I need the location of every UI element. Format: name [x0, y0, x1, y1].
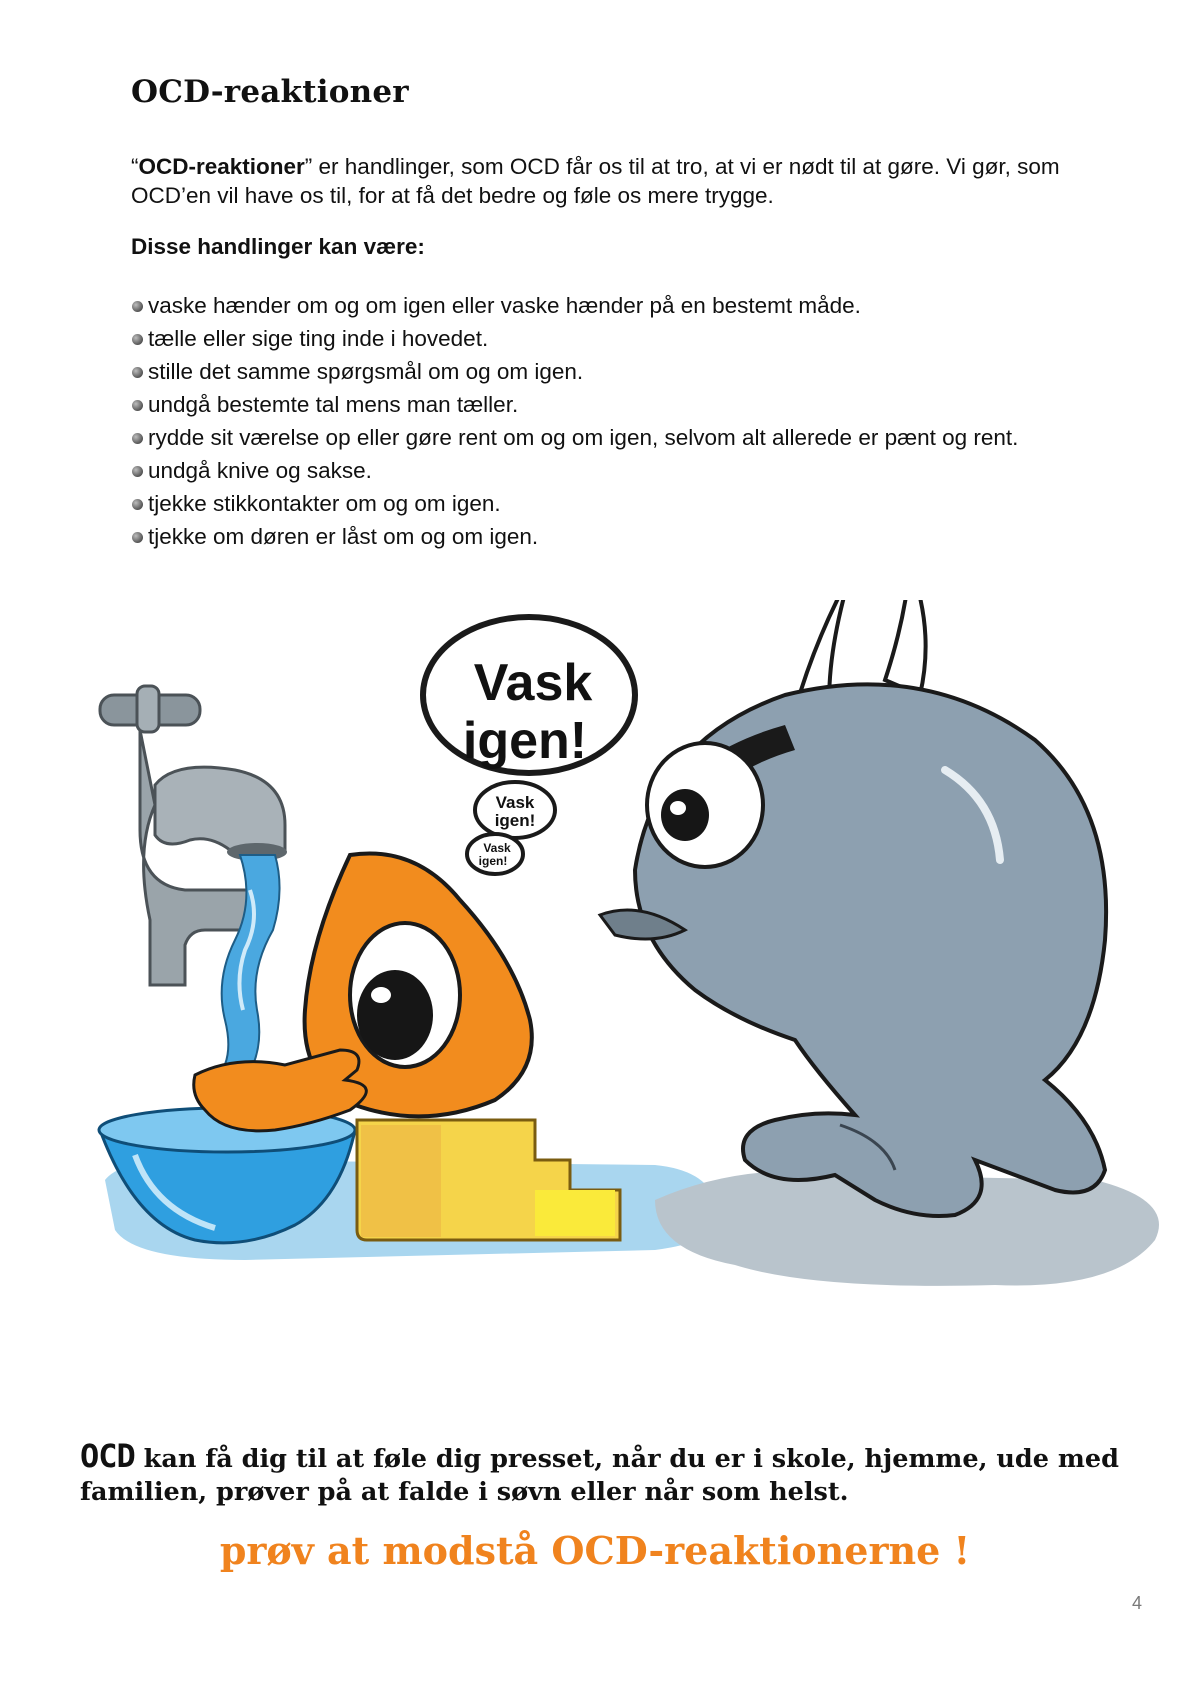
gray-monster [600, 600, 1106, 1216]
bottom-paragraph [80, 1437, 1140, 1509]
list-item-text: vaske hænder om og om igen eller vaske hænder på en bestemt måde. [148, 293, 861, 318]
speech-bubble-small-line1: Vask [483, 841, 511, 855]
speech-bubble-large-line1: Vask [473, 654, 593, 712]
list-item-text: undgå knive og sakse. [148, 458, 372, 483]
list-item [131, 520, 1071, 553]
intro-paragraph [131, 152, 1071, 210]
list-item [131, 289, 1071, 322]
list-heading: Disse handlinger kan være: [131, 234, 425, 259]
speech-bubble-small [467, 834, 523, 874]
bullet-icon [132, 532, 143, 543]
speech-bubble-medium-line1: Vask [495, 793, 535, 812]
intro-term: OCD-reaktioner [138, 154, 305, 179]
list-item [131, 487, 1071, 520]
list-item [131, 388, 1071, 421]
intro-quote-open: “ [131, 154, 139, 179]
intro-rest: ” er handlinger, som OCD får os til at tro, at vi er nødt til at gøre. Vi gør, som OCD’en vil have os til, for at få det bedre og føle os mere trygge. [131, 154, 1060, 208]
list-item-text: rydde sit værelse op eller gøre rent om og om igen, selvom alt allerede er pænt og rent. [148, 425, 1019, 450]
bullet-icon [132, 367, 143, 378]
list-item-text: undgå bestemte tal mens man tæller. [148, 392, 519, 417]
speech-bubble-medium [475, 782, 555, 838]
ocd-word: OCD [80, 1437, 135, 1475]
list-item-text: stille det samme spørgsmål om og om igen. [148, 359, 584, 384]
bullet-icon [132, 499, 143, 510]
bullet-icon [132, 433, 143, 444]
list-item [131, 454, 1071, 487]
page-number: 4 [1132, 1593, 1143, 1613]
bullet-icon [132, 334, 143, 345]
reaction-list [131, 289, 1071, 553]
page-title: OCD-reaktioner [131, 74, 409, 110]
bottom-text: kan få dig til at føle dig presset, når du er i skole, hjemme, ude med familien, prøver på at falde i søvn eller når som helst. [80, 1444, 1119, 1507]
speech-bubble-large [423, 617, 635, 773]
bullet-icon [132, 466, 143, 477]
speech-bubble-large-line2: igen! [462, 712, 588, 770]
ocd-illustration [95, 600, 1190, 1390]
speech-bubble-medium-line2: igen! [494, 811, 536, 830]
call-to-action: prøv at modstå OCD-reaktionerne ! [219, 1528, 971, 1573]
bullet-icon [132, 400, 143, 411]
list-item [131, 355, 1071, 388]
list-item-text: tjekke om døren er låst om og om igen. [148, 524, 539, 549]
list-item-text: tælle eller sige ting inde i hovedet. [148, 326, 489, 351]
speech-bubble-small-line2: igen! [478, 854, 508, 868]
list-item [131, 322, 1071, 355]
list-item-text: tjekke stikkontakter om og om igen. [148, 491, 501, 516]
list-item [131, 421, 1071, 454]
bullet-icon [132, 301, 143, 312]
